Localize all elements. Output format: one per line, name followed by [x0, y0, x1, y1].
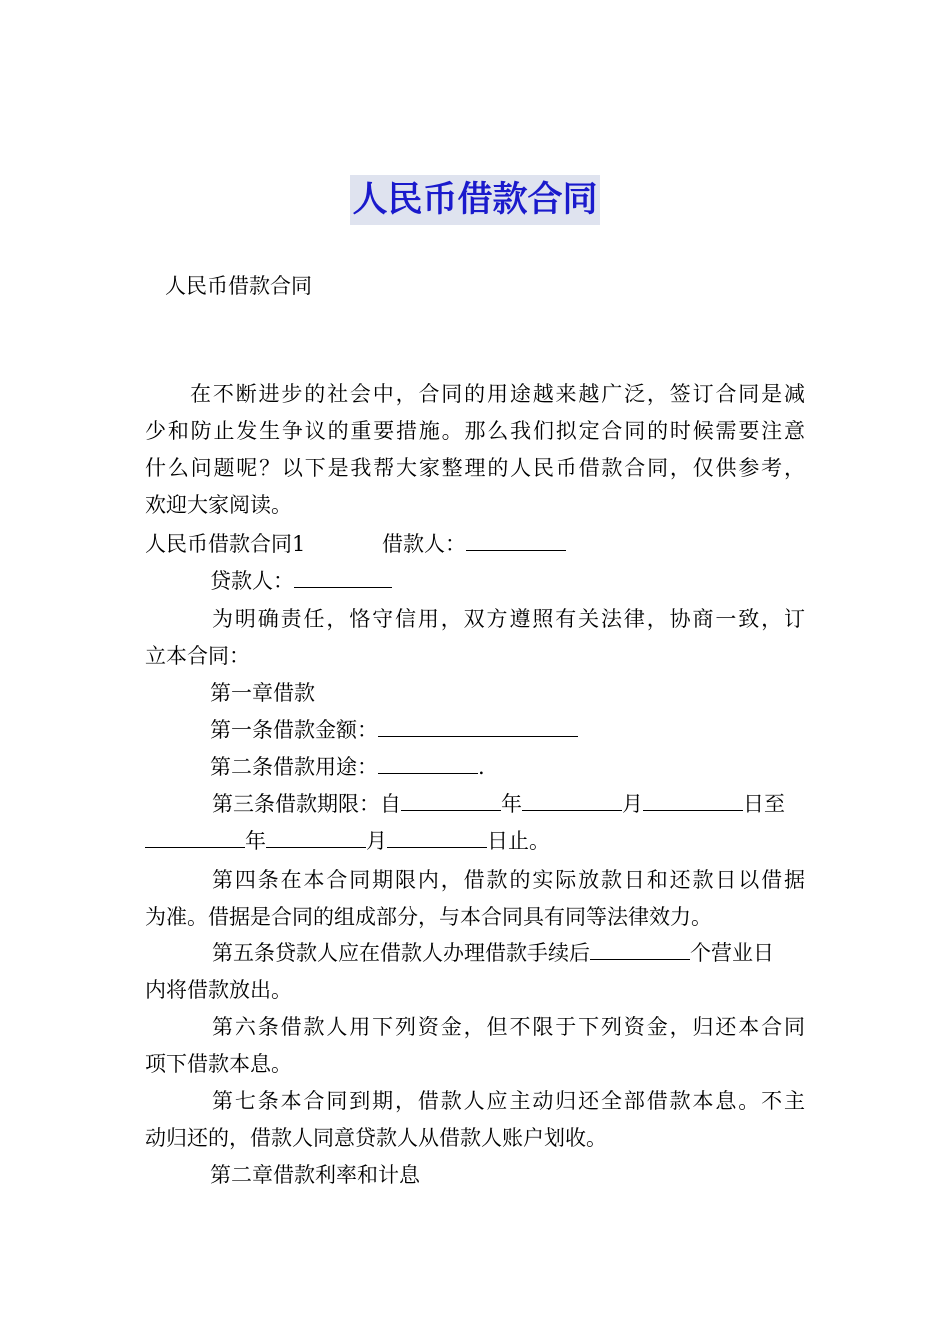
article-4-line-2: 为准。借据是合同的组成部分，与本合同具有同等法律效力。 — [145, 905, 712, 929]
intro-line-2: 少和防止发生争议的重要措施。那么我们拟定合同的时候需要注意 — [145, 419, 805, 443]
chapter-2-heading: 第二章借款利率和计息 — [210, 1163, 420, 1187]
intro-line-1: 在不断进步的社会中，合同的用途越来越广泛，签订合同是减 — [190, 382, 805, 406]
loan-purpose-blank — [378, 753, 478, 774]
article-5-prefix: 第五条贷款人应在借款人办理借款手续后 — [212, 941, 590, 965]
subtitle: 人民币借款合同 — [165, 274, 312, 298]
day-end-label: 日止。 — [487, 829, 550, 853]
loan-amount-blank — [378, 716, 578, 737]
start-month-blank — [522, 790, 622, 811]
intro-line-3: 什么问题呢？以下是我帮大家整理的人民币借款合同，仅供参考， — [145, 456, 805, 480]
article-1-label: 第一条借款金额： — [210, 718, 378, 742]
article-7-line-1: 第七条本合同到期，借款人应主动归还全部借款本息。不主 — [212, 1089, 805, 1113]
start-year-blank — [401, 790, 501, 811]
year-label: 年 — [501, 792, 522, 816]
article-6-line-1: 第六条借款人用下列资金，但不限于下列资金，归还本合同 — [212, 1015, 805, 1039]
contract-heading: 人民币借款合同1 — [145, 532, 306, 556]
start-day-blank — [643, 790, 743, 811]
business-days-blank — [590, 939, 690, 960]
article-2 — [210, 753, 485, 781]
article-3-line-2 — [145, 827, 550, 855]
article-6-line-2: 项下借款本息。 — [145, 1052, 292, 1076]
day-to-label: 日至 — [743, 792, 785, 816]
lender-label: 贷款人： — [210, 569, 294, 593]
article-7-line-2: 动归还的，借款人同意贷款人从借款人账户划收。 — [145, 1126, 607, 1150]
year-label: 年 — [245, 829, 266, 853]
article-3-line-1 — [212, 790, 785, 818]
chapter-1-heading: 第一章借款 — [210, 681, 315, 705]
document-title — [0, 175, 950, 225]
month-label: 月 — [622, 792, 643, 816]
article-5-line-2: 内将借款放出。 — [145, 978, 292, 1002]
lender-line — [210, 567, 392, 595]
article-5-line-1 — [212, 939, 774, 967]
end-month-blank — [266, 827, 366, 848]
borrower-label: 借款人： — [382, 532, 466, 556]
title-text: 人民币借款合同 — [350, 175, 599, 225]
borrower-blank — [466, 530, 566, 551]
article-4-line-1: 第四条在本合同期限内，借款的实际放款日和还款日以借据 — [212, 868, 805, 892]
article-3-label: 第三条借款期限：自 — [212, 792, 401, 816]
article-5-suffix: 个营业日 — [690, 941, 774, 965]
preamble-line-2: 立本合同： — [145, 644, 250, 668]
end-day-blank — [387, 827, 487, 848]
borrower-line — [382, 530, 566, 558]
article-2-end: . — [478, 755, 485, 779]
intro-line-4: 欢迎大家阅读。 — [145, 493, 292, 517]
month-label: 月 — [366, 829, 387, 853]
article-2-label: 第二条借款用途： — [210, 755, 378, 779]
article-1 — [210, 716, 578, 744]
preamble-line-1: 为明确责任，恪守信用，双方遵照有关法律，协商一致，订 — [212, 607, 805, 631]
end-year-blank — [145, 827, 245, 848]
lender-blank — [294, 567, 392, 588]
